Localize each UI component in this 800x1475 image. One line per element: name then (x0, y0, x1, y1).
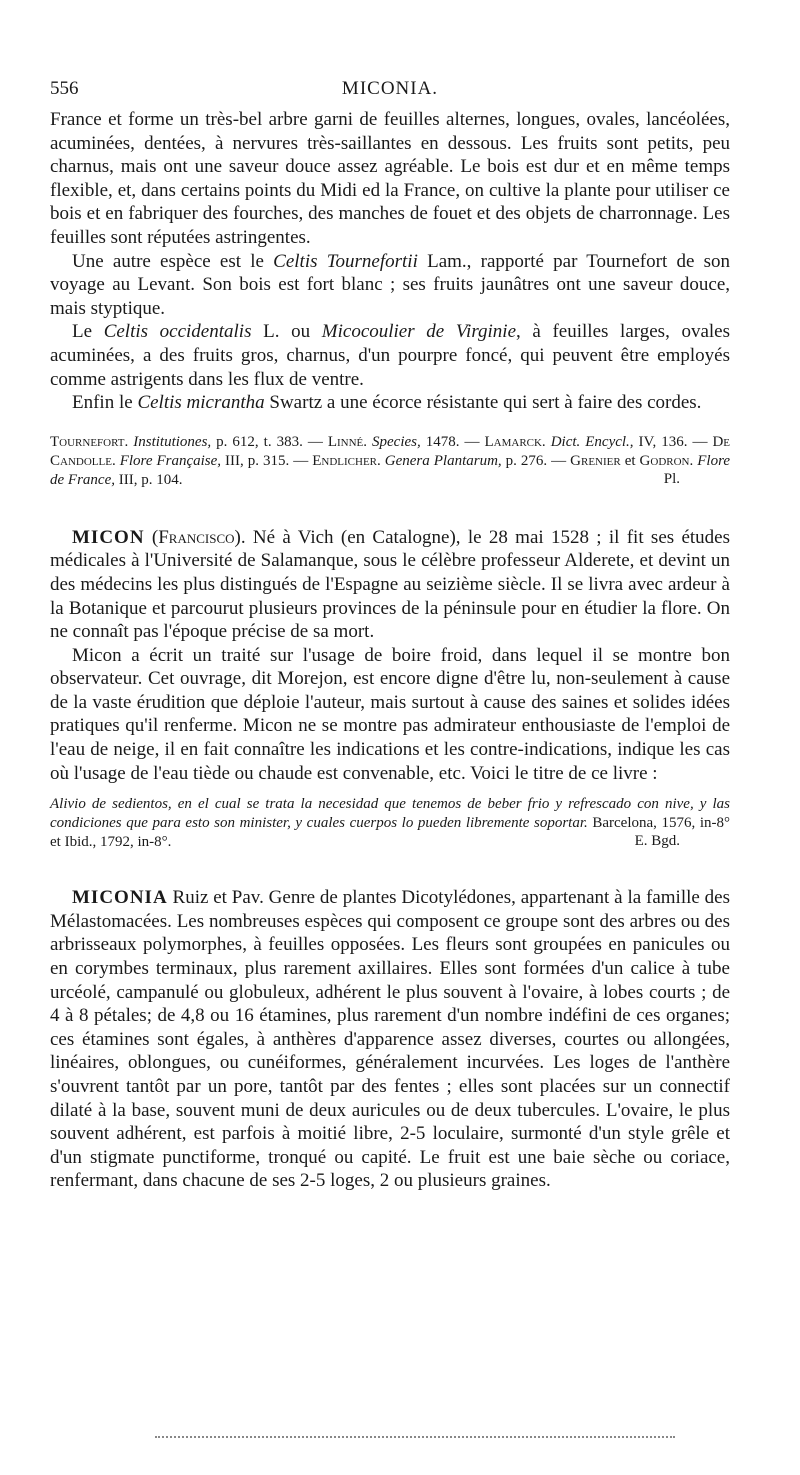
text-run: L. ou (251, 321, 322, 343)
text-run: p. 612, t. 383. — (211, 433, 328, 450)
celtis-paragraph-1: France et forme un très-bel arbre garni de feuilles alternes, longues, ovales, lancéolées, acuminées, dentées, à nervures très-saillantes en dessous. Les fruits sont petits, peu charnus, mais ont une saveur douce assez agréable. Le bois est dur et en même temps flexible, et, dans certains points du Midi ed la France, on cultive la plante pour utiliser ce bois et en fabriquer des fourches, des manches de fouet et des objets de charronnage. Les feuilles sont réputées astringentes. (50, 109, 730, 248)
micon-entry (50, 526, 730, 644)
text-run: Barcelona, 1576, in-8° et Ibid., 1792, in-8°. (50, 815, 730, 851)
text-run: , à feuilles larges, ovales acuminées, a des fruits gros, charnus, d'un pourpre foncé, qui peuvent être employés comme astrigents dans les flux de ventre. (50, 321, 731, 390)
author-signature: Pl. (663, 470, 680, 487)
author-name: Endlicher. (312, 452, 381, 469)
celtis-bibliography (50, 433, 730, 490)
species-name: Celtis Tournefortii (273, 250, 418, 272)
page (50, 78, 730, 1193)
text-run: ( (144, 526, 159, 548)
author-name: Tournefort. (50, 433, 129, 450)
text-run: III, p. 315. — (221, 452, 313, 469)
common-name: Micocoulier de Virginie (321, 321, 517, 343)
text-run: 1478. — (420, 433, 485, 450)
text-run: et (620, 452, 640, 469)
text-run: p. 276. — (501, 452, 571, 469)
species-name: Celtis occidentalis (103, 321, 252, 343)
author-name: Lamarck. (484, 433, 546, 450)
work-title: Species, (372, 433, 421, 450)
author-signature: E. Bgd. (634, 833, 680, 850)
text-run: ). Né à Vich (en Catalogne), le 28 mai 1528 ; il fit ses études médicales à l'Université de Salamanque, sous le célèbre professeur Alderete, et devint un des médecins les plus distingués de l'Espagne au seizième siècle. Il se livra avec ardeur à la Botanique et parcourut plusieurs provinces de la péninsule pour en étudier la flore. On ne connaît pas l'époque précise de sa mort. (50, 526, 730, 643)
author-name: Grenier (570, 452, 621, 469)
micon-reference (50, 795, 730, 852)
work-title: Flore Française, (119, 452, 222, 469)
work-title: Institutiones, (133, 433, 212, 450)
author-name: Godron. (639, 452, 694, 469)
micon-paragraph-2: Micon a écrit un traité sur l'usage de boire froid, dans lequel il se montre bon observateur. Cet ouvrage, dit Morejon, est encore digne d'être lu, non-seulement à cause de la vaste érudition que déploie l'auteur, mais surtout à cause des saines et solides idées pratiques qu'il renferme. Micon ne se montre pas admirateur enthousiaste de l'emploi de l'eau de neige, il en fait connaître les indications et les contre-indications, indique les cas où l'usage de l'eau tiède ou chaude est convenable, etc. Voici le titre de ce livre : (50, 644, 730, 784)
text-run: Le (72, 321, 104, 343)
text-run: III, p. 104. (114, 471, 183, 488)
page-number: 556 (50, 78, 79, 99)
work-title: Genera Plantarum, (384, 452, 502, 469)
entry-headword: MICONIA (72, 887, 168, 909)
running-title: MICONIA. (341, 78, 439, 99)
text-run: Une autre espèce est le (72, 250, 274, 272)
miconia-entry (50, 886, 730, 1193)
work-title: Dict. Encycl., (550, 433, 634, 450)
author-name: Linné. (327, 433, 368, 450)
text-run: Ruiz et Pav. Genre de plantes Dicotylédones, appartenant à la famille des Mélastomacées. Les nombreuses espèces qui composent ce groupe sont des arbres ou des arbrisseaux polymorphes, à feuilles opposées. Les fleurs sont groupées en panicules ou en corymbes terminaux, plus rarement axillaires. Elles sont formées d'un calice à tube urcéolé, campanulé ou globuleux, adhérent le plus souvent à l'ovaire, à lobes courts ; de 4 à 8 pétales; de 4,8 ou 16 étamines, plus rarement d'un nombre indéfini de ces organes; ces étamines sont égales, à anthères d'apparence assez diverses, courtes ou allongées, linéaires, oblongues, ou cunéiformes, généralement incurvées. Les loges de l'anthère s'ouvrent tantôt par un pore, tantôt par des fentes ; elles sont placées sur un connectif dilaté à la base, souvent muni de deux auricules ou de deux tubercules. L'ovaire, le plus souvent adhérent, est parfois à moitié libre, 2-5 loculaire, surmonté d'un style grêle et d'un stigmate punctiforme, tronqué ou capité. Le fruit est une baie sèche ou coriace, renfermant, dans chacune de ses 2-5 loges, 2 ou plusieurs graines. (50, 887, 730, 1192)
text-run: Enfin le (72, 392, 138, 414)
text-run: Swartz a une écorce résistante qui sert à faire des cordes. (264, 392, 702, 414)
celtis-paragraph-2 (50, 250, 730, 321)
entry-headword: MICON (72, 526, 145, 548)
celtis-paragraph-4 (50, 391, 730, 415)
running-head (50, 78, 730, 108)
author-name: De Candolle. (50, 433, 730, 469)
work-title: Flore de France, (50, 452, 731, 488)
celtis-paragraph-3 (50, 320, 730, 391)
species-name: Celtis micrantha (137, 392, 265, 414)
text-run: IV, 136. — (633, 433, 713, 450)
work-title: Alivio de sedientos, en el cual se trata la necesidad que tenemos de beber frio y refrescado con nive, y las condiciones que para esto son minister, y cuales cuerpos lo pueden libremente soportar. (50, 796, 730, 832)
bottom-dotted-rule (155, 1436, 675, 1438)
given-name: Francisco (158, 526, 235, 548)
text-run: Lam., rapporté par Tournefort de son voyage au Levant. Son bois est fort blanc ; ses fruits jaunâtres ont une saveur douce, mais styptique. (50, 250, 730, 319)
